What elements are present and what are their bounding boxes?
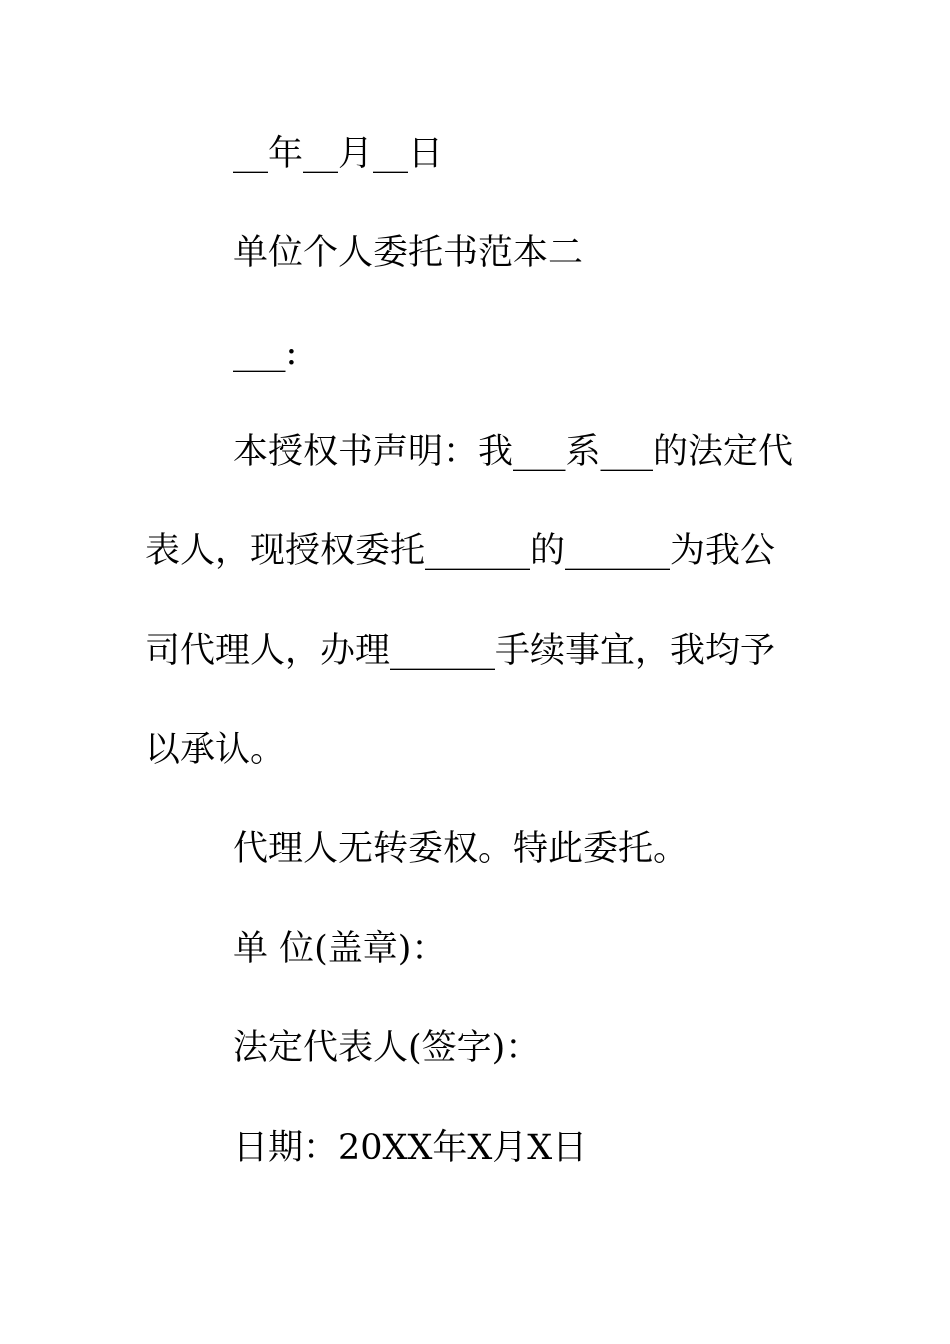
addressee-line: ___: — [233, 333, 298, 373]
unit-seal-label: 单 位(盖章)： — [233, 929, 447, 969]
body-line-1: 本授权书声明：我___系___的法定代 — [233, 432, 794, 472]
body-line-3: 司代理人，办理______手续事宜，我均予 — [145, 631, 776, 671]
body-line-2: 表人，现授权委托______的______为我公 — [145, 531, 776, 571]
no-transfer-statement: 代理人无转委权。特此委托。 — [233, 829, 689, 869]
date-line: 日期：20XX年X月X日 — [233, 1128, 588, 1168]
body-line-4: 以承认。 — [145, 730, 286, 770]
section-title: 单位个人委托书范本二 — [233, 233, 584, 273]
date-blank-line: __年__月__日 — [233, 134, 444, 174]
legal-rep-signature-label: 法定代表人(签字)： — [233, 1028, 541, 1068]
